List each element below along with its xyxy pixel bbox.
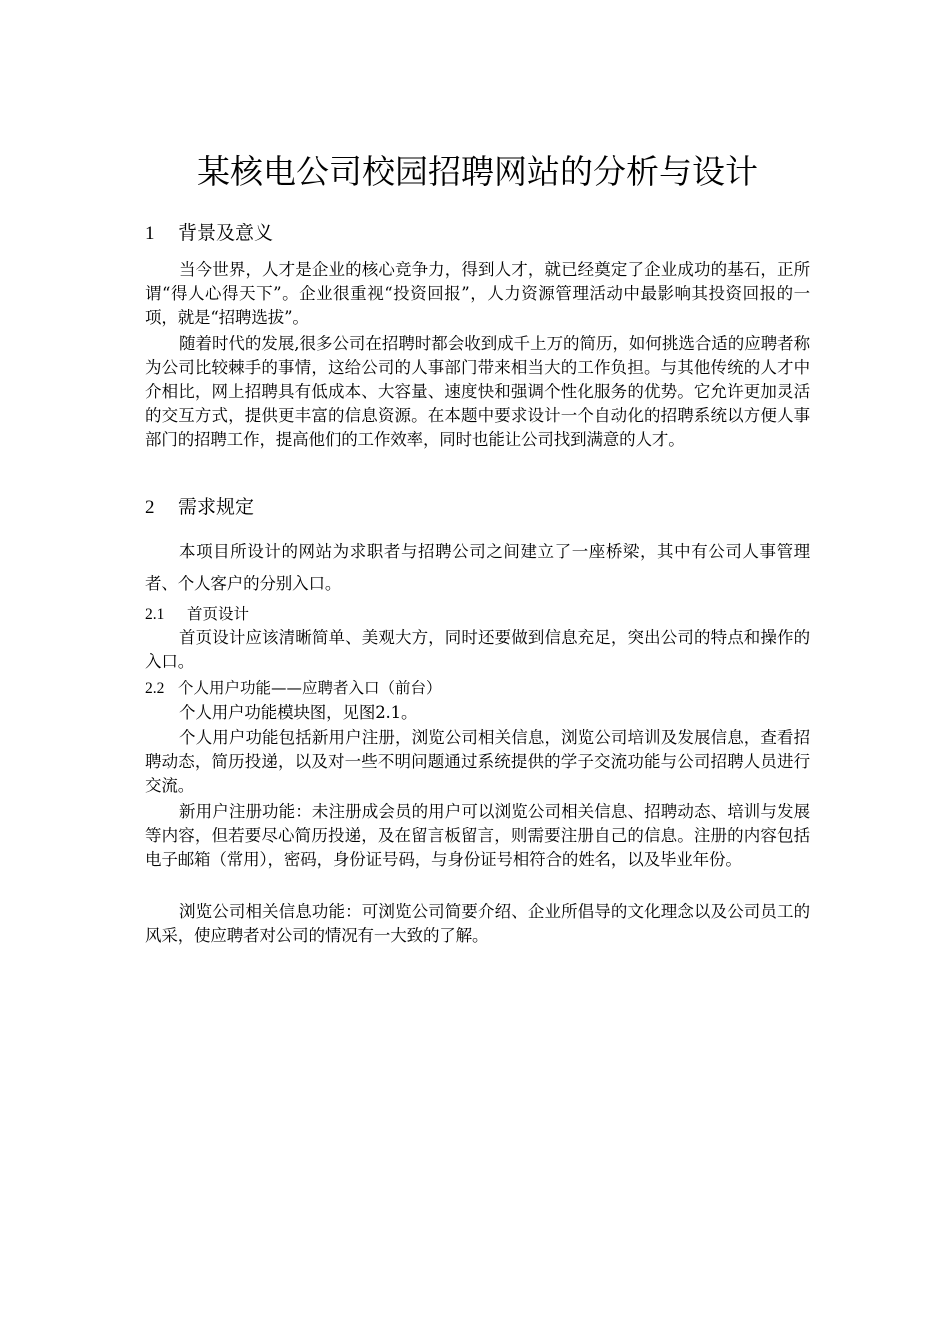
- document-title: 某核电公司校园招聘网站的分析与设计: [197, 152, 758, 191]
- section-title: 需求规定: [178, 496, 255, 518]
- section-1-heading: [145, 220, 273, 247]
- subsection-2-2-paragraph-1: 个人用户功能模块图，见图2.1。: [179, 703, 418, 722]
- section-number: 1: [145, 223, 155, 244]
- section-2-paragraph-1: 本项目所设计的网站为求职者与招聘公司之间建立了一座桥梁，其中有公司人事管理者、个人客户的分别入口。: [145, 542, 810, 593]
- subsection-title: 个人用户功能——应聘者入口（前台）: [178, 679, 442, 697]
- subsection-title: 首页设计: [187, 605, 250, 623]
- section-number: 2: [145, 497, 155, 518]
- subsection-2-1-heading: [145, 603, 249, 626]
- subsection-number: 2.1: [145, 606, 165, 623]
- subsection-2-2-paragraph-2: 个人用户功能包括新用户注册，浏览公司相关信息，浏览公司培训及发展信息，查看招聘动态，简历投递，以及对一些不明问题通过系统提供的学子交流功能与公司招聘人员进行交流。: [145, 728, 810, 795]
- section-1-paragraph-1: 当今世界，人才是企业的核心竞争力，得到人才，就已经奠定了企业成功的基石，正所谓“得人心得天下”。企业很重视“投资回报”，人力资源管理活动中最影响其投资回报的一项，就是“招聘选拔”。: [145, 260, 810, 327]
- subsection-2-2-heading: [145, 677, 442, 700]
- section-title: 背景及意义: [178, 222, 274, 244]
- subsection-2-1-paragraph-1: 首页设计应该清晰简单、美观大方，同时还要做到信息充足，突出公司的特点和操作的入口。: [145, 628, 810, 671]
- section-2-heading: [145, 494, 254, 521]
- subsection-2-2-paragraph-4: 浏览公司相关信息功能：可浏览公司简要介绍、企业所倡导的文化理念以及公司员工的风采，使应聘者对公司的情况有一大致的了解。: [145, 902, 810, 945]
- subsection-2-2-paragraph-3: 新用户注册功能：未注册成会员的用户可以浏览公司相关信息、招聘动态、培训与发展等内容，但若要尽心简历投递，及在留言板留言，则需要注册自己的信息。注册的内容包括电子邮箱（常用），密码，身份证号码，与身份证号相符合的姓名，以及毕业年份。: [145, 802, 810, 869]
- section-1-paragraph-2: 随着时代的发展,很多公司在招聘时都会收到成千上万的简历，如何挑选合适的应聘者称为公司比较棘手的事情，这给公司的人事部门带来相当大的工作负担。与其他传统的人才中介相比，网上招聘具有低成本、大容量、速度快和强调个性化服务的优势。它允许更加灵活的交互方式，提供更丰富的信息资源。在本题中要求设计一个自动化的招聘系统以方便人事部门的招聘工作，提高他们的工作效率，同时也能让公司找到满意的人才。: [145, 334, 810, 449]
- subsection-number: 2.2: [145, 680, 165, 697]
